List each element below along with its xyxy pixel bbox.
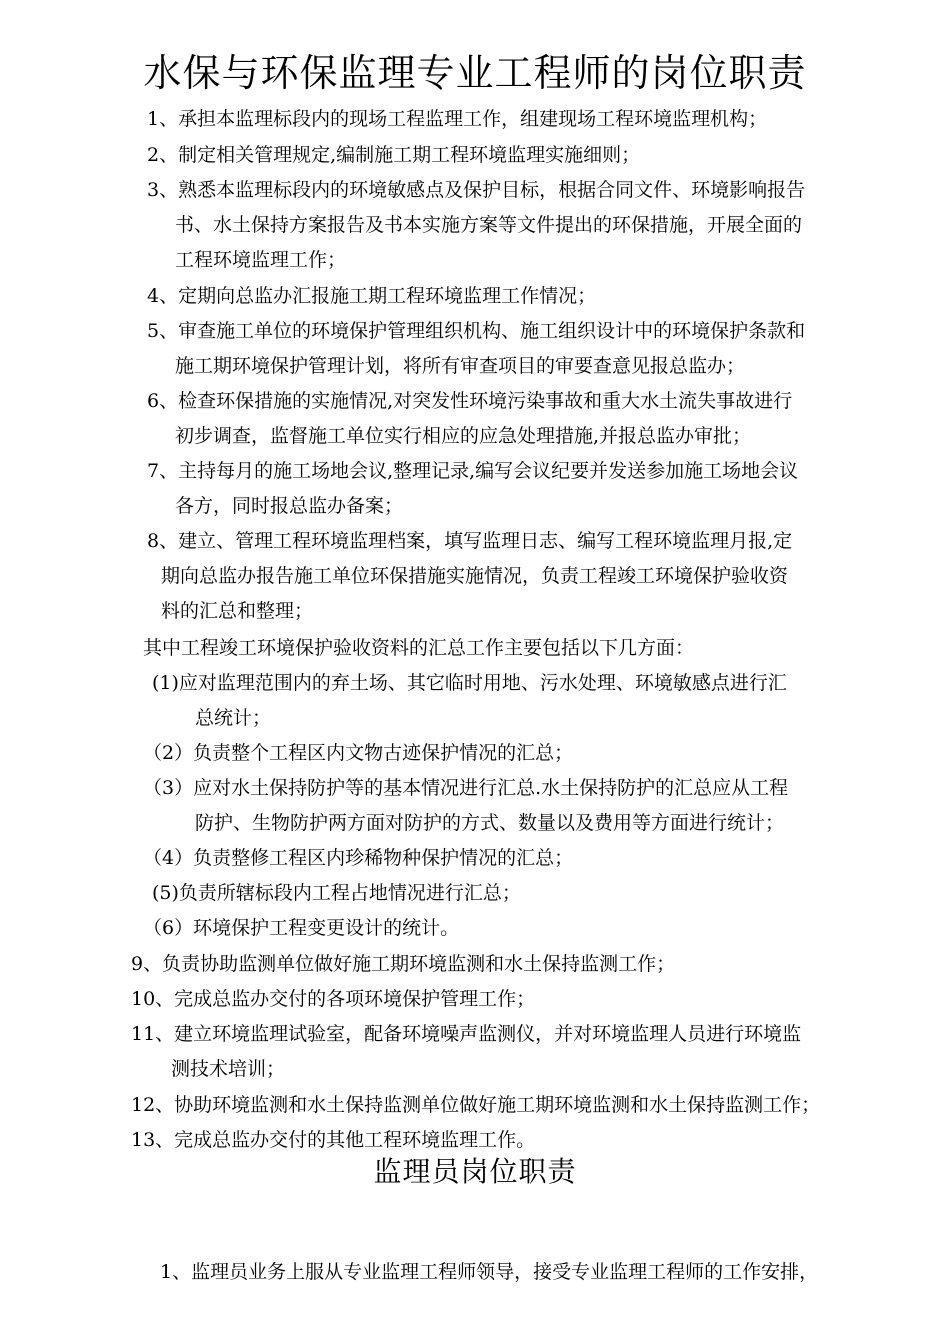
duty-line: 6、检查环保措施的实施情况,对突发性环境污染事故和重大水土流失事故进行 — [147, 390, 793, 412]
duty-line: 书、水土保持方案报告及书本实施方案等文件提出的环保措施，开展全面的 — [175, 214, 803, 236]
duty-line: 8、建立、管理工程环境监理档案，填写监理日志、编写工程环境监理月报,定 — [147, 530, 793, 552]
duty-line: 2、制定相关管理规定,编制施工期工程环境监理实施细则； — [147, 144, 641, 166]
duty-line: 总统计； — [195, 707, 272, 729]
duty-line: 11、建立环境监理试验室，配备环境噪声监测仪，并对环境监理人员进行环境监 — [131, 1023, 802, 1045]
duty-line: 13、完成总监办交付的其他工程环境监理工作。 — [131, 1129, 536, 1151]
duty-line: （6）环境保护工程变更设计的统计。 — [143, 917, 460, 939]
duty-line: 期向总监办报告施工单位环保措施实施情况，负责工程竣工环境保护验收资 — [161, 565, 789, 587]
duty-line: (5)负责所辖标段内工程占地情况进行汇总； — [152, 882, 521, 904]
duty-line: （2）负责整个工程区内文物古迹保护情况的汇总； — [143, 742, 574, 764]
duty-line: 5、审查施工单位的环境保护管理组织机构、施工组织设计中的环境保护条款和 — [147, 320, 806, 342]
duty-line: 1、监理员业务上服从专业监理工程师领导，接受专业监理工程师的工作安排， — [160, 1261, 819, 1283]
duty-line: 1、承担本监理标段内的现场工程监理工作，组建现场工程环境监理机构； — [147, 108, 768, 130]
duty-line: 施工期环境保护管理计划，将所有审查项目的审要查意见报总监办； — [175, 355, 746, 377]
page-title: 水保与环保监理专业工程师的岗位职责 — [143, 51, 807, 95]
duty-line: 防护、生物防护两方面对防护的方式、数量以及费用等方面进行统计； — [195, 812, 785, 834]
duty-line: 4、定期向总监办汇报施工期工程环境监理工作情况； — [147, 285, 597, 307]
duty-line: 初步调查，监督施工单位实行相应的应急处理措施,并报总监办审批； — [175, 425, 752, 447]
duty-line: 12、协助环境监测和水土保持监测单位做好施工期环境监测和水土保持监测工作； — [131, 1094, 821, 1116]
duty-line: （3）应对水土保持防护等的基本情况进行汇总.水土保持防护的汇总应从工程 — [143, 777, 789, 799]
duty-line: 工程环境监理工作； — [175, 249, 347, 271]
section-title: 监理员岗位职责 — [373, 1155, 577, 1188]
duty-line: 9、负责协助监测单位做好施工期环境监测和水土保持监测工作； — [131, 953, 676, 975]
duty-line: 其中工程竣工环境保护验收资料的汇总工作主要包括以下几方面： — [143, 637, 695, 659]
duty-line: 料的汇总和整理； — [161, 600, 314, 622]
duty-line: (1)应对监理范围内的弃土场、其它临时用地、污水处理、环境敏感点进行汇 — [152, 672, 787, 694]
duty-line: 3、熟悉本监理标段内的环境敏感点及保护目标，根据合同文件、环境影响报告 — [147, 179, 806, 201]
duty-line: （4）负责整修工程区内珍稀物种保护情况的汇总； — [143, 847, 574, 869]
duty-line: 10、完成总监办交付的各项环境保护管理工作； — [131, 988, 536, 1010]
duty-line: 测技术培训； — [171, 1058, 286, 1080]
duty-line: 各方，同时报总监办备案； — [175, 495, 404, 517]
duty-line: 7、主持每月的施工场地会议,整理记录,编写会议纪要并发送参加施工场地会议 — [147, 460, 799, 482]
